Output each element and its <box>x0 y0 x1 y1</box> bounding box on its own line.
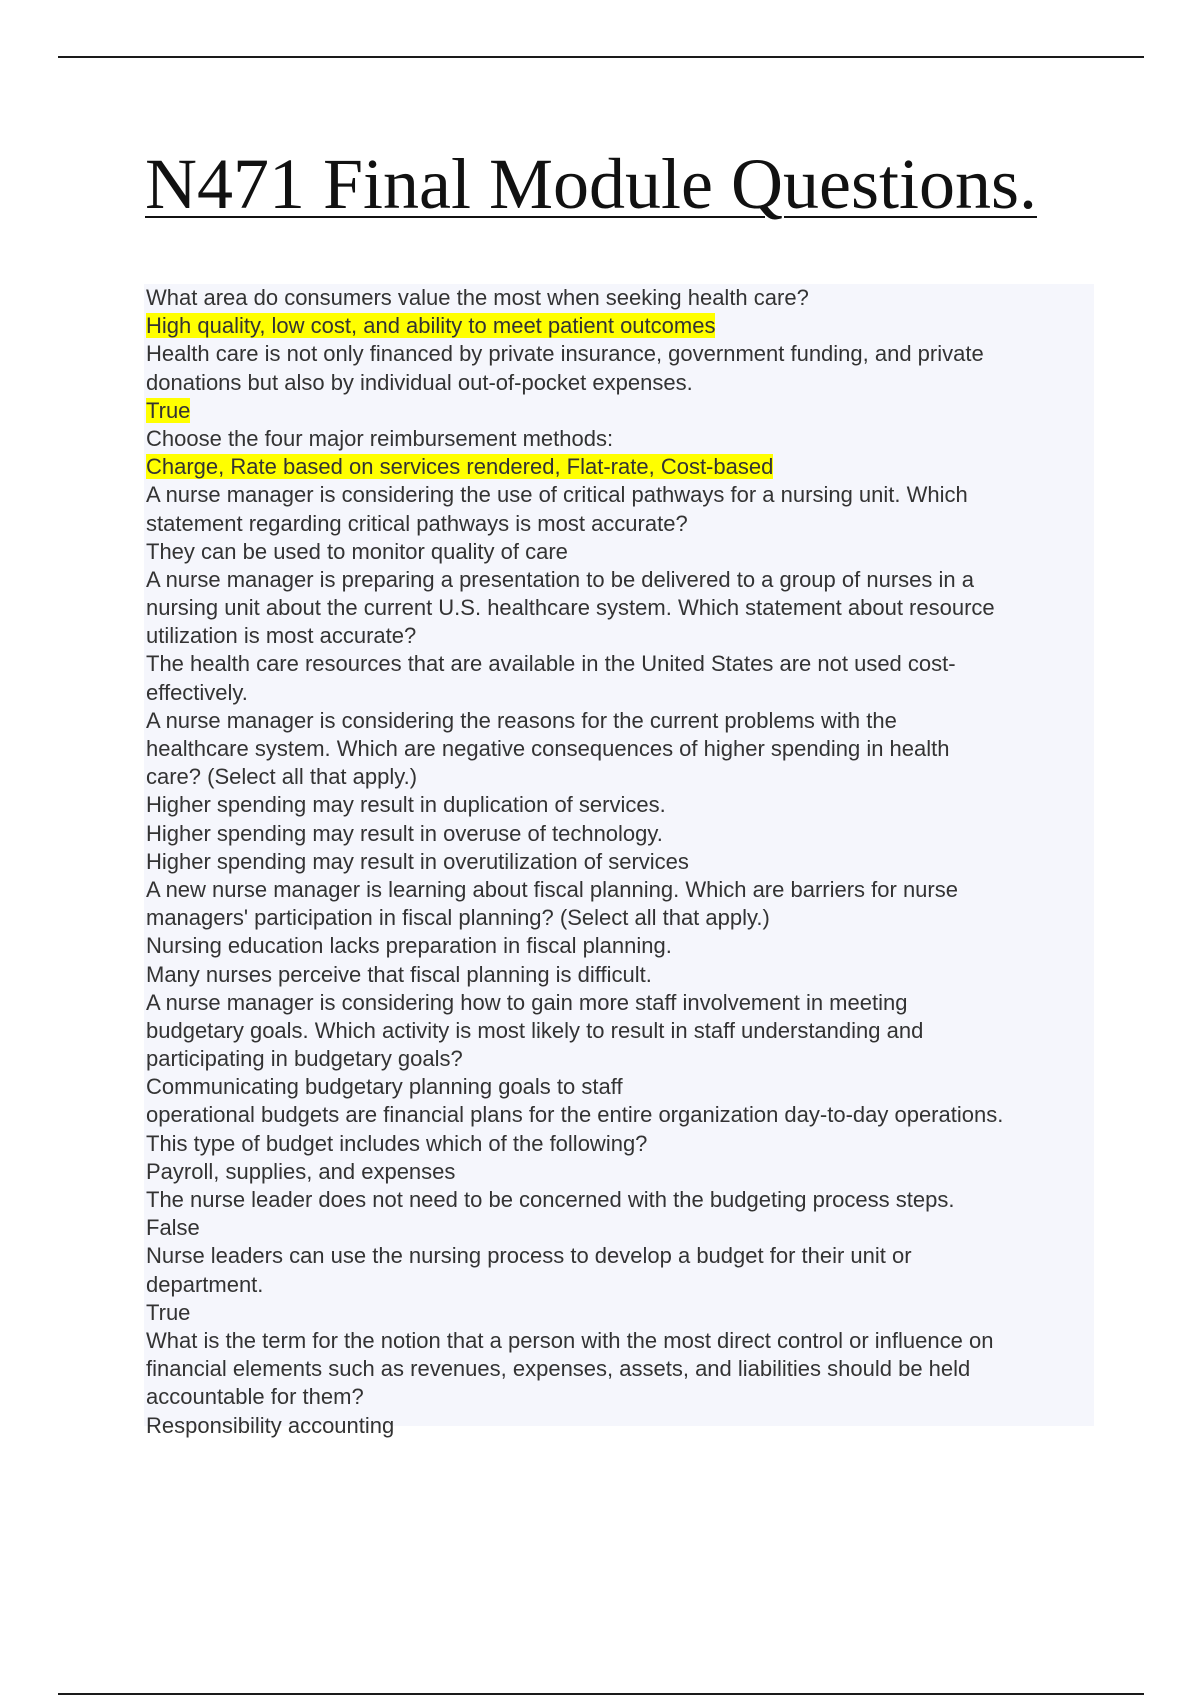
line-text: Nursing education lacks preparation in fiscal planning. <box>146 933 672 959</box>
text-line <box>146 1158 1094 1186</box>
text-line <box>146 538 1094 566</box>
text-line <box>146 340 1094 368</box>
line-text: statement regarding critical pathways is most accurate? <box>146 510 688 536</box>
line-text: Payroll, supplies, and expenses <box>146 1158 456 1184</box>
line-text: A new nurse manager is learning about fiscal planning. Which are barriers for nurse <box>146 876 958 902</box>
text-lines <box>146 284 1094 1440</box>
line-text: Communicating budgetary planning goals to staff <box>146 1074 623 1100</box>
line-text: utilization is most accurate? <box>146 623 417 649</box>
text-line <box>146 425 1094 453</box>
line-text: operational budgets are financial plans for the entire organization day-to-day operations. <box>146 1102 1004 1128</box>
text-line <box>146 1101 1094 1129</box>
line-text: effectively. <box>146 679 248 705</box>
line-text: True <box>146 1299 191 1325</box>
line-text: A nurse manager is considering the reasons for the current problems with the <box>146 707 897 733</box>
line-text: managers' participation in fiscal planning? (Select all that apply.) <box>146 905 770 931</box>
line-text: Responsibility accounting <box>146 1412 395 1438</box>
text-line <box>146 707 1094 735</box>
line-text: Many nurses perceive that fiscal planning is difficult. <box>146 961 652 987</box>
line-text: accountable for them? <box>146 1384 364 1410</box>
question-answer-block <box>144 284 1094 1438</box>
line-text: Higher spending may result in overutilization of services <box>146 848 689 874</box>
text-line <box>146 397 1094 425</box>
top-rule <box>58 56 1144 58</box>
line-text: This type of budget includes which of the following? <box>146 1130 648 1156</box>
document-title: N471 Final Module Questions. <box>145 144 1037 224</box>
text-line <box>146 650 1094 678</box>
text-line <box>146 1073 1094 1101</box>
text-line <box>146 566 1094 594</box>
line-text: Higher spending may result in overuse of technology. <box>146 820 663 846</box>
text-line <box>146 1412 1094 1440</box>
line-text: Health care is not only financed by private insurance, government funding, and private <box>146 341 984 367</box>
line-text: Choose the four major reimbursement methods: <box>146 425 614 451</box>
text-line <box>146 1017 1094 1045</box>
line-text: donations but also by individual out-of-pocket expenses. <box>146 369 693 395</box>
line-text: A nurse manager is considering how to gain more staff involvement in meeting <box>146 989 908 1015</box>
text-line <box>146 876 1094 904</box>
bottom-rule <box>58 1693 1144 1695</box>
line-text: budgetary goals. Which activity is most likely to result in staff understanding and <box>146 1017 924 1043</box>
text-line <box>146 735 1094 763</box>
text-line <box>146 904 1094 932</box>
text-line <box>146 848 1094 876</box>
line-text: healthcare system. Which are negative consequences of higher spending in health <box>146 736 950 761</box>
line-text: A nurse manager is considering the use of critical pathways for a nursing unit. Which <box>146 482 968 508</box>
highlighted-answer: High quality, low cost, and ability to meet patient outcomes <box>146 313 716 339</box>
line-text: financial elements such as revenues, expenses, assets, and liabilities should be held <box>146 1356 971 1382</box>
text-line <box>146 622 1094 650</box>
text-line <box>146 1383 1094 1411</box>
text-line <box>146 1214 1094 1242</box>
line-text: The nurse leader does not need to be concerned with the budgeting process steps. <box>146 1187 955 1212</box>
line-text: nursing unit about the current U.S. healthcare system. Which statement about resource <box>146 595 995 621</box>
text-line <box>146 1130 1094 1158</box>
line-text: They can be used to monitor quality of care <box>146 538 568 564</box>
line-text: Nurse leaders can use the nursing process to develop a budget for their unit or <box>146 1243 912 1269</box>
text-line <box>146 1299 1094 1327</box>
text-line <box>146 369 1094 397</box>
line-text: What area do consumers value the most when seeking health care? <box>146 285 809 310</box>
line-text: care? (Select all that apply.) <box>146 764 418 790</box>
text-line <box>146 1355 1094 1383</box>
text-line <box>146 820 1094 848</box>
text-line <box>146 594 1094 622</box>
line-text: A nurse manager is preparing a presentation to be delivered to a group of nurses in a <box>146 566 974 592</box>
highlighted-answer: Charge, Rate based on services rendered, Flat-rate, Cost-based <box>146 454 774 480</box>
text-line <box>146 763 1094 791</box>
line-text: The health care resources that are available in the United States are not used cost- <box>146 651 956 677</box>
text-line <box>146 284 1094 312</box>
text-line <box>146 1271 1094 1299</box>
text-line <box>146 453 1094 481</box>
line-text: Higher spending may result in duplication of services. <box>146 792 666 818</box>
line-text: department. <box>146 1271 264 1297</box>
text-line <box>146 510 1094 538</box>
text-line <box>146 679 1094 707</box>
text-line <box>146 1242 1094 1270</box>
text-line <box>146 932 1094 960</box>
text-line <box>146 481 1094 509</box>
text-line <box>146 312 1094 340</box>
text-line <box>146 989 1094 1017</box>
line-text: participating in budgetary goals? <box>146 1046 463 1072</box>
text-line <box>146 1327 1094 1355</box>
line-text: False <box>146 1215 200 1241</box>
text-line <box>146 1186 1094 1214</box>
text-line <box>146 791 1094 819</box>
text-line <box>146 1045 1094 1073</box>
line-text: What is the term for the notion that a person with the most direct control or influence on <box>146 1327 994 1353</box>
highlighted-answer: True <box>146 397 191 423</box>
text-line <box>146 961 1094 989</box>
